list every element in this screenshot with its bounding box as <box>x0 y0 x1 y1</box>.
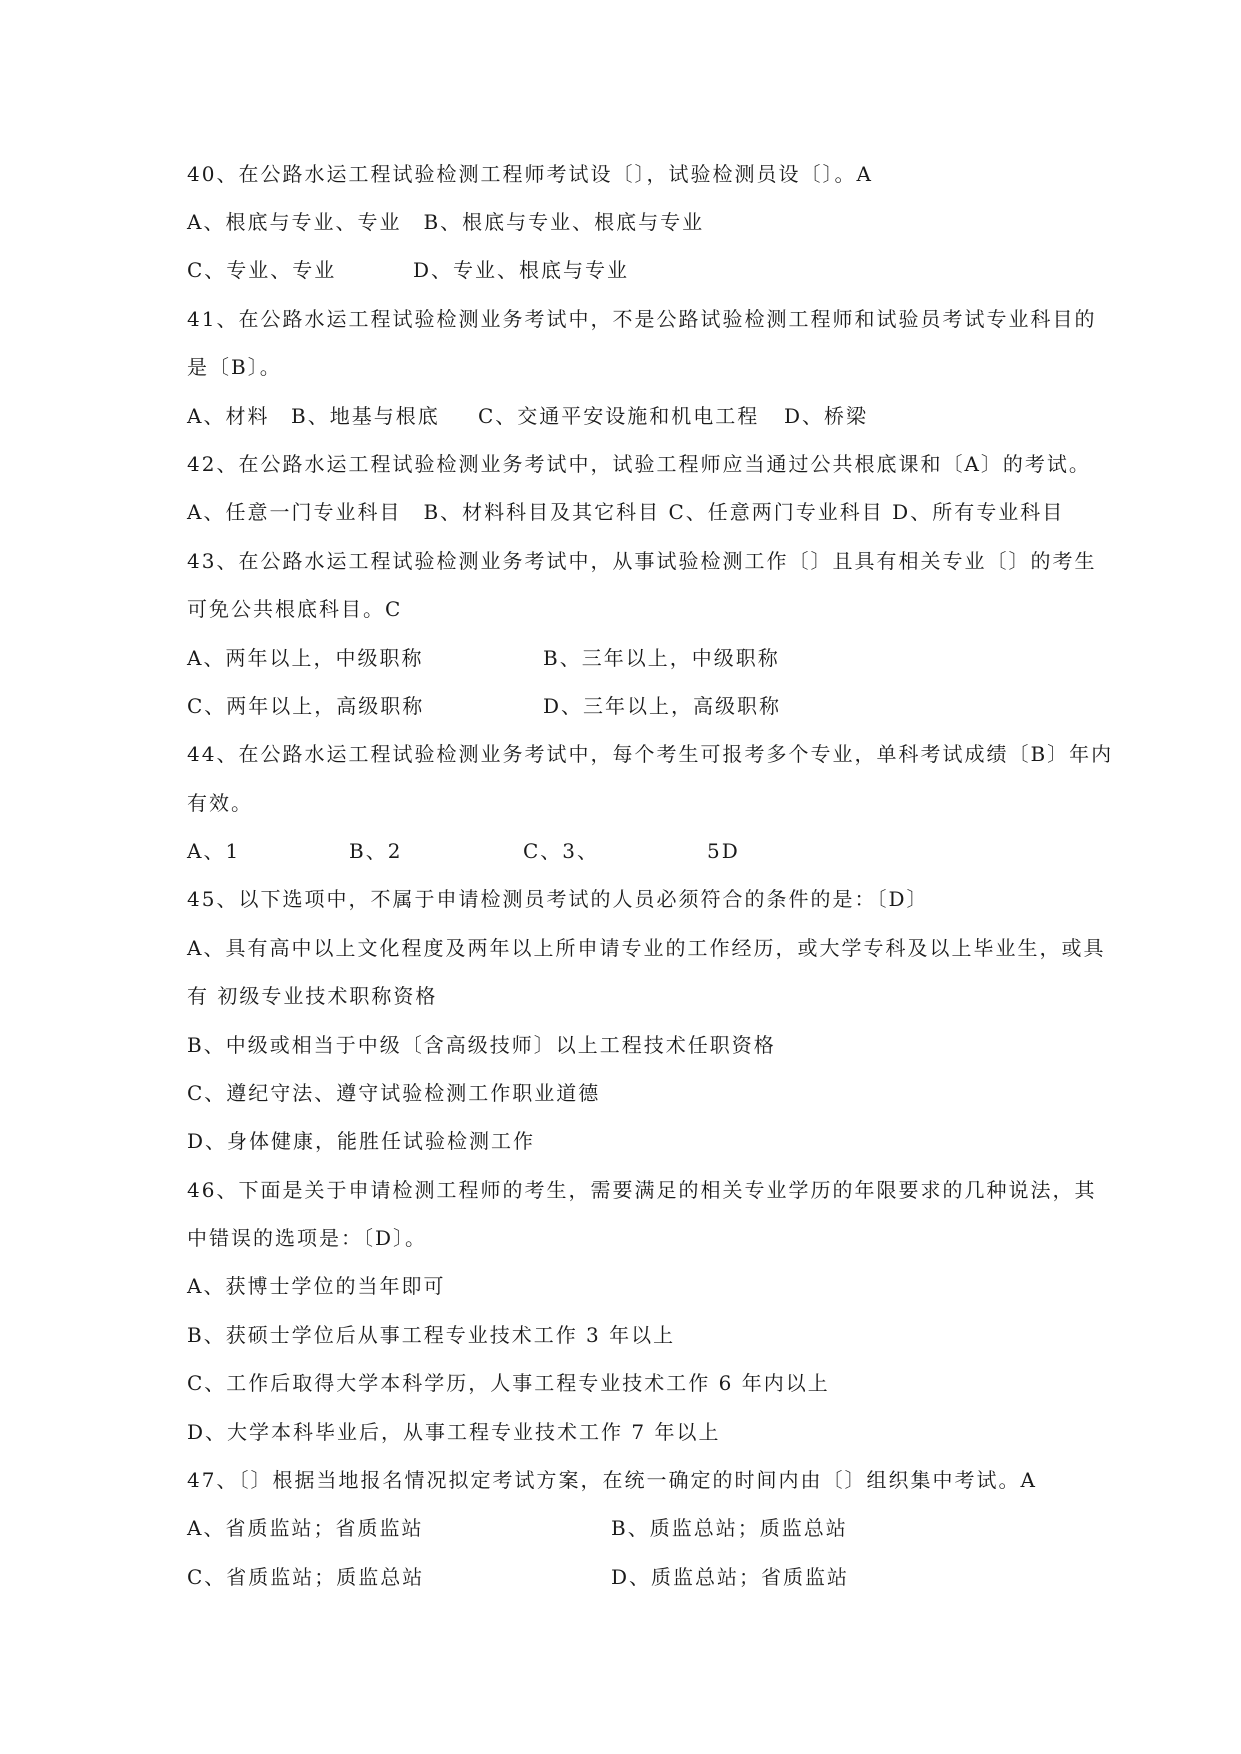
question-46-option-d: D、大学本科毕业后，从事工程专业技术工作 7 年以上 <box>187 1420 721 1444</box>
question-44-option-d: 5D <box>707 839 740 863</box>
question-46-option-b: B、获硕士学位后从事工程专业技术工作 3 年以上 <box>187 1323 676 1347</box>
question-41-stem-line1: 41、在公路水运工程试验检测业务考试中，不是公路试验检测工程师和试验员考试专业科目的 <box>187 307 1097 331</box>
question-42-stem: 42、在公路水运工程试验检测业务考试中，试验工程师应当通过公共根底课和〔A〕的考试。 <box>187 452 1091 476</box>
question-45-stem: 45、以下选项中，不属于申请检测员考试的人员必须符合的条件的是：〔D〕 <box>187 887 929 911</box>
question-40-stem: 40、在公路水运工程试验检测工程师考试设〔〕，试验检测员设〔〕。A <box>187 162 873 186</box>
question-41-option-c: C、交通平安设施和机电工程 <box>478 404 760 428</box>
question-43-stem-line2: 可免公共根底科目。C <box>187 597 403 621</box>
question-41-option-d: D、桥梁 <box>784 404 869 428</box>
question-43-options-ab <box>187 643 780 673</box>
question-44-option-b: B、2 <box>349 839 403 863</box>
question-41-stem-line2: 是〔B〕。 <box>187 355 282 379</box>
question-44-option-a: A、1 <box>187 839 241 863</box>
question-47-option-a: A、省质监站；省质监站 <box>187 1516 424 1540</box>
question-45-option-a-line2: 有 初级专业技术职称资格 <box>187 984 438 1008</box>
question-43-option-b: B、三年以上，中级职称 <box>543 646 780 670</box>
question-41-option-a: A、材料 <box>187 404 270 428</box>
question-45-option-a-line1: A、具有高中以上文化程度及两年以上所申请专业的工作经历，或大学专科及以上毕业生，或具 <box>187 936 1106 960</box>
question-43-option-d: D、三年以上，高级职称 <box>543 694 782 718</box>
question-43-option-c: C、两年以上，高级职称 <box>187 694 425 718</box>
question-45-option-c: C、遵纪守法、遵守试验检测工作职业道德 <box>187 1081 601 1105</box>
question-43-options-cd <box>187 691 782 721</box>
question-47-option-d: D、质监总站；省质监站 <box>611 1565 850 1589</box>
question-44-stem-line1: 44、在公路水运工程试验检测业务考试中，每个考生可报考多个专业，单科考试成绩〔B〕年内 <box>187 742 1114 766</box>
question-44-stem-line2: 有效。 <box>187 791 253 815</box>
question-47-options-ab <box>187 1513 848 1543</box>
question-46-option-a: A、获博士学位的当年即可 <box>187 1274 446 1298</box>
question-41-option-b: B、地基与根底 <box>291 404 440 428</box>
question-45-option-b: B、中级或相当于中级〔含高级技师〕以上工程技术任职资格 <box>187 1033 776 1057</box>
question-40-option-d: D、专业、根底与专业 <box>413 258 630 282</box>
question-46-stem-line2: 中错误的选项是：〔D〕。 <box>187 1226 428 1250</box>
question-45-option-d: D、身体健康，能胜任试验检测工作 <box>187 1129 536 1153</box>
question-47-stem: 47、〔〕根据当地报名情况拟定考试方案，在统一确定的时间内由〔〕组织集中考试。A <box>187 1468 1037 1492</box>
question-41-options <box>187 401 869 431</box>
question-44-options <box>187 836 740 866</box>
question-43-stem-line1: 43、在公路水运工程试验检测业务考试中，从事试验检测工作〔〕且具有相关专业〔〕的考生 <box>187 549 1097 573</box>
question-43-option-a: A、两年以上，中级职称 <box>187 646 424 670</box>
question-46-stem-line1: 46、下面是关于申请检测工程师的考生，需要满足的相关专业学历的年限要求的几种说法，其 <box>187 1178 1097 1202</box>
question-42-options: A、任意一门专业科目 B、材料科目及其它科目 C、任意两门专业科目 D、所有专业科目 <box>187 500 1065 524</box>
question-44-option-c: C、3、 <box>523 839 600 863</box>
question-40-option-c: C、专业、专业 <box>187 258 337 282</box>
question-40-options-ab: A、根底与专业、专业 B、根底与专业、根底与专业 <box>187 210 705 234</box>
question-46-option-c: C、工作后取得大学本科学历，人事工程专业技术工作 6 年内以上 <box>187 1371 830 1395</box>
question-47-options-cd <box>187 1562 850 1592</box>
question-47-option-b: B、质监总站；质监总站 <box>611 1516 848 1540</box>
question-40-options-cd <box>187 255 630 285</box>
question-47-option-c: C、省质监站；质监总站 <box>187 1565 425 1589</box>
